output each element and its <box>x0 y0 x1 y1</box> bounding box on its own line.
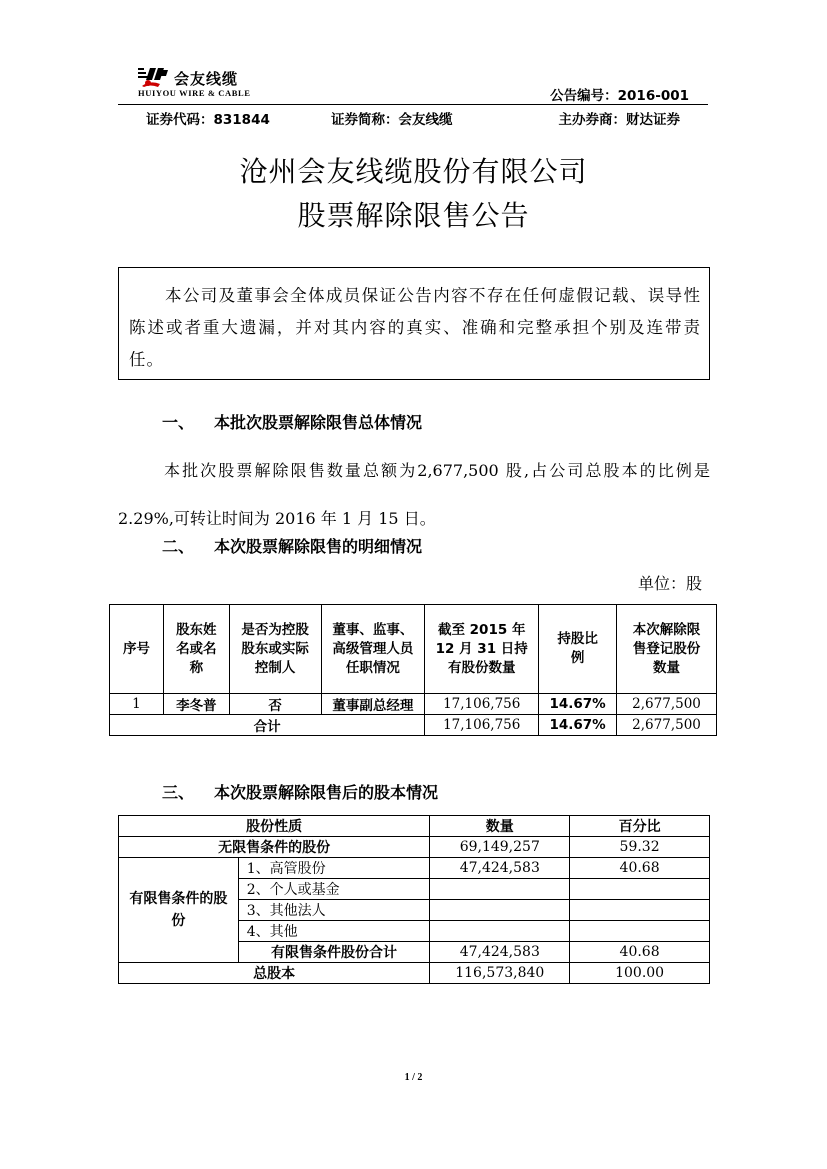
logo-mark-icon <box>138 66 174 88</box>
table-cell: 59.32 <box>570 837 710 858</box>
table-cell: 2、个人或基金 <box>238 879 430 900</box>
section2-heading <box>162 534 422 557</box>
company-logo <box>138 66 288 100</box>
security-info-row <box>118 108 708 128</box>
disclaimer-box <box>118 267 710 380</box>
table-header-cell: 股份性质 <box>119 816 430 837</box>
table-cell: 1、高管股份 <box>238 858 430 879</box>
section2-number: 二、 <box>162 537 195 556</box>
disclaimer-text: 本公司及董事会全体成员保证公告内容不存在任何虚假记载、误导性陈述或者重大遗漏，并对其内容的真实、准确和完整承担个别及连带责任。 <box>129 286 701 369</box>
table-cell: 40.68 <box>570 942 710 963</box>
table-cell: 17,106,756 <box>425 694 539 715</box>
table-cell: 2,677,500 <box>617 694 717 715</box>
logo-cn-text: 会友线缆 <box>174 70 239 88</box>
table-total-row <box>119 963 710 984</box>
table-header-cell: 是否为控股股东或实际控制人 <box>229 605 321 694</box>
table-row <box>110 694 717 715</box>
section2-title: 本次股票解除限售的明细情况 <box>214 537 423 556</box>
table-header-cell: 百分比 <box>570 816 710 837</box>
table-cell <box>430 921 570 942</box>
table-cell: 47,424,583 <box>430 942 570 963</box>
table-header-row <box>110 605 717 694</box>
table-header-cell: 董事、监事、高级管理人员任职情况 <box>321 605 425 694</box>
section1-number: 一、 <box>162 413 195 432</box>
table-cell: 17,106,756 <box>425 715 539 736</box>
table-cell: 否 <box>229 694 321 715</box>
unit-label: 单位：股 <box>637 574 702 593</box>
table-header-cell: 本次解除限售登记股份数量 <box>617 605 717 694</box>
table-row <box>119 837 710 858</box>
table-cell: 1 <box>110 694 164 715</box>
logo-en-text: HUIYOU WIRE & CABLE <box>138 88 251 98</box>
table-cell <box>570 879 710 900</box>
share-capital-table <box>118 815 710 984</box>
security-abbreviation: 证券简称：会友线缆 <box>331 112 453 128</box>
table-row <box>119 858 710 879</box>
announcement-title: 股票解除限售公告 <box>297 199 530 232</box>
section1-body: 本批次股票解除限售数量总额为2,677,500 股,占公司总股本的比例是 2.29%,可转让时间为 2016 年 1 月 15 日。 <box>118 461 710 528</box>
table-cell: 4、其他 <box>238 921 430 942</box>
total-label: 总股本 <box>119 963 430 984</box>
total-label: 合计 <box>110 715 425 736</box>
table-cell: 3、其他法人 <box>238 900 430 921</box>
section1-heading <box>162 410 422 433</box>
section3-number: 三、 <box>162 783 195 802</box>
section3-title: 本次股票解除限售后的股本情况 <box>214 783 439 802</box>
table-header-cell: 持股比例 <box>539 605 617 694</box>
release-detail-table <box>109 604 717 736</box>
section3-heading <box>162 780 438 803</box>
table-header-cell: 股东姓名或名称 <box>163 605 229 694</box>
header-divider <box>118 104 708 105</box>
table-header-cell: 截至 2015 年 12 月 31 日持有股份数量 <box>425 605 539 694</box>
table-header-cell: 序号 <box>110 605 164 694</box>
table-cell: 14.67% <box>539 694 617 715</box>
restricted-shares-label: 有限售条件的股份 <box>119 858 239 963</box>
table-cell: 李冬普 <box>163 694 229 715</box>
table-cell: 69,149,257 <box>430 837 570 858</box>
table-cell <box>430 900 570 921</box>
table-cell: 无限售条件的股份 <box>119 837 430 858</box>
table-total-row <box>110 715 717 736</box>
table-header-cell: 数量 <box>430 816 570 837</box>
section1-title: 本批次股票解除限售总体情况 <box>214 413 423 432</box>
table-cell: 董事副总经理 <box>321 694 425 715</box>
security-code: 证券代码：831844 <box>146 112 270 128</box>
table-cell <box>570 921 710 942</box>
table-cell: 有限售条件股份合计 <box>238 942 430 963</box>
page-number: 1 / 2 <box>404 1072 423 1083</box>
table-cell: 116,573,840 <box>430 963 570 984</box>
announcement-number: 公告编号：2016-001 <box>550 88 689 104</box>
table-cell: 40.68 <box>570 858 710 879</box>
company-title: 沧州会友线缆股份有限公司 <box>239 155 588 188</box>
table-cell <box>570 900 710 921</box>
table-cell: 47,424,583 <box>430 858 570 879</box>
sponsor-broker: 主办券商：财达证券 <box>558 112 680 128</box>
table-cell <box>430 879 570 900</box>
table-cell: 14.67% <box>539 715 617 736</box>
table-cell: 100.00 <box>570 963 710 984</box>
table-header-row <box>119 816 710 837</box>
table-cell: 2,677,500 <box>617 715 717 736</box>
